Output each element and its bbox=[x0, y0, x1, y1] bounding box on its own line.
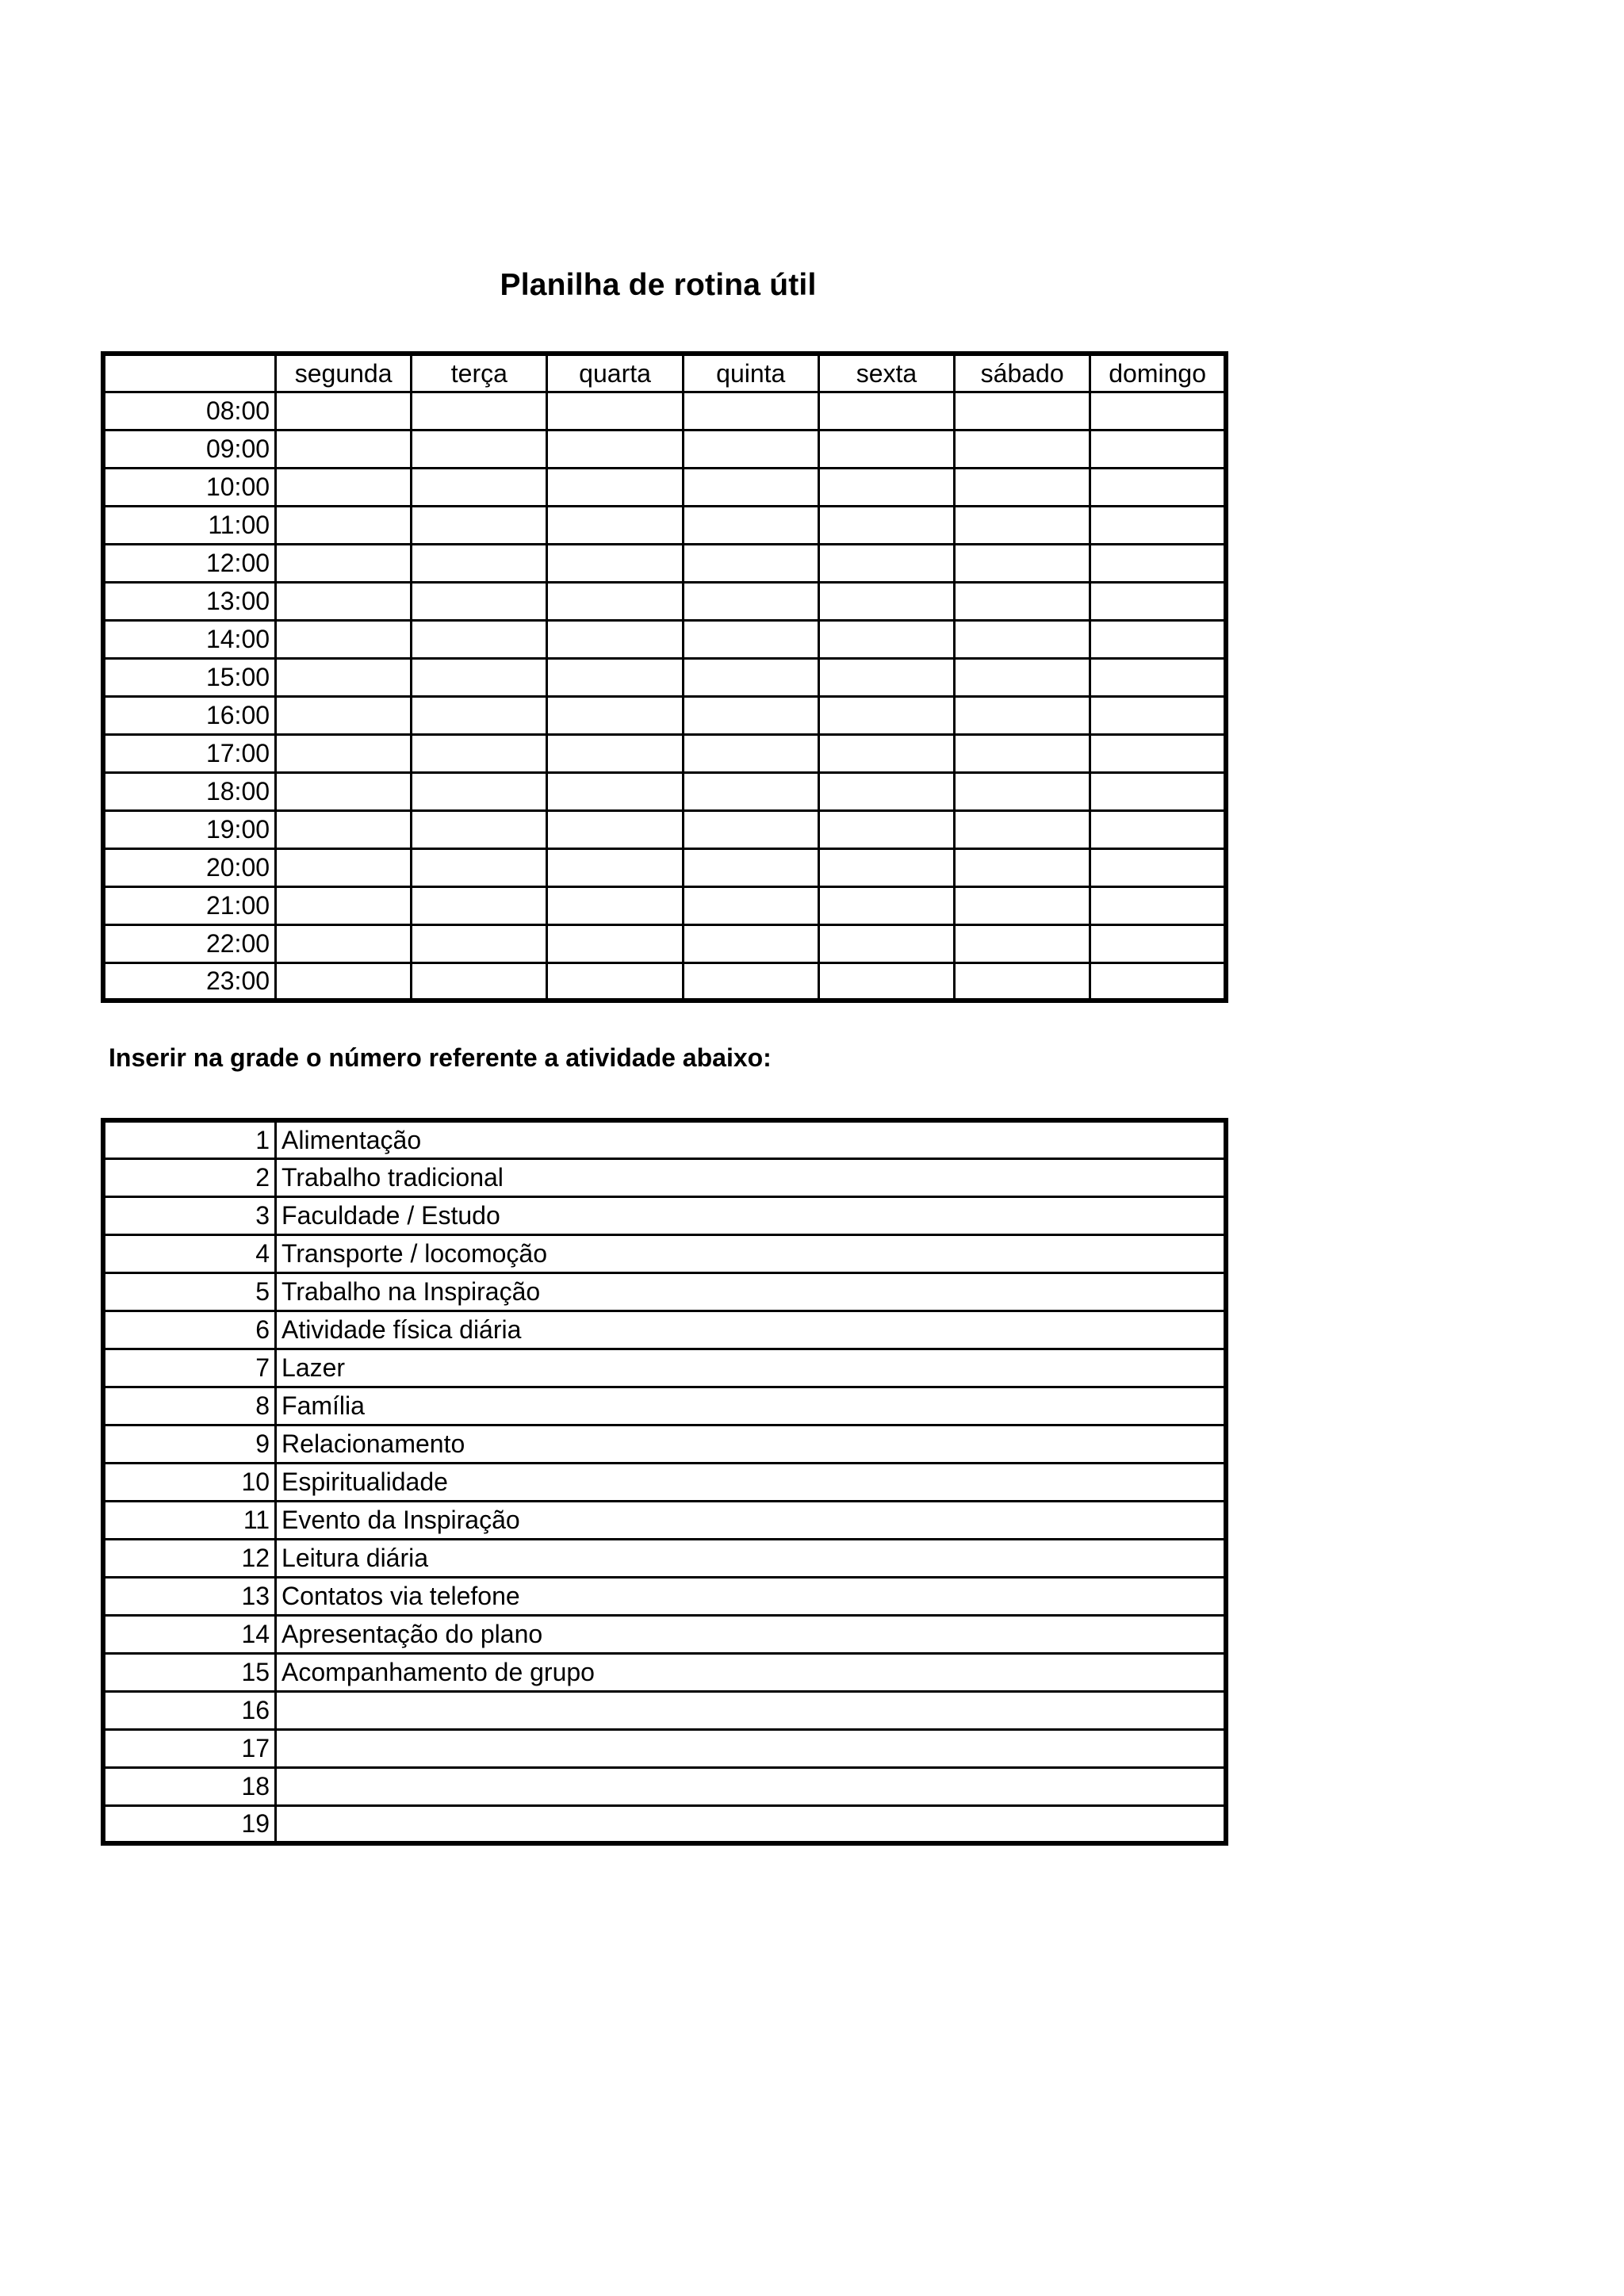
schedule-cell[interactable] bbox=[818, 468, 954, 506]
day-header: terça bbox=[412, 354, 547, 392]
schedule-cell[interactable] bbox=[412, 620, 547, 658]
schedule-cell[interactable] bbox=[1090, 658, 1226, 696]
activity-label[interactable] bbox=[276, 1805, 1226, 1843]
schedule-cell[interactable] bbox=[955, 582, 1090, 620]
activity-number: 11 bbox=[103, 1501, 276, 1539]
schedule-row bbox=[103, 544, 1226, 582]
activity-label: Faculdade / Estudo bbox=[276, 1196, 1226, 1234]
schedule-row bbox=[103, 620, 1226, 658]
activity-row bbox=[103, 1349, 1226, 1387]
schedule-cell[interactable] bbox=[1090, 772, 1226, 810]
schedule-cell[interactable] bbox=[547, 924, 683, 962]
schedule-cell[interactable] bbox=[547, 392, 683, 430]
schedule-cell[interactable] bbox=[276, 886, 412, 924]
schedule-cell[interactable] bbox=[547, 468, 683, 506]
schedule-cell[interactable] bbox=[683, 430, 818, 468]
schedule-cell[interactable] bbox=[412, 582, 547, 620]
time-label: 21:00 bbox=[103, 886, 276, 924]
schedule-cell[interactable] bbox=[683, 886, 818, 924]
schedule-cell[interactable] bbox=[683, 696, 818, 734]
schedule-cell[interactable] bbox=[818, 392, 954, 430]
time-label: 13:00 bbox=[103, 582, 276, 620]
schedule-cell[interactable] bbox=[818, 886, 954, 924]
schedule-cell[interactable] bbox=[955, 848, 1090, 886]
activity-row bbox=[103, 1463, 1226, 1501]
schedule-cell[interactable] bbox=[547, 696, 683, 734]
schedule-row bbox=[103, 696, 1226, 734]
activity-label: Trabalho na Inspiração bbox=[276, 1272, 1226, 1311]
schedule-grid bbox=[101, 351, 1228, 1003]
schedule-row bbox=[103, 392, 1226, 430]
schedule-row bbox=[103, 848, 1226, 886]
schedule-cell[interactable] bbox=[683, 582, 818, 620]
activity-label: Alimentação bbox=[276, 1120, 1226, 1158]
schedule-cell[interactable] bbox=[1090, 544, 1226, 582]
schedule-cell[interactable] bbox=[412, 430, 547, 468]
activity-row bbox=[103, 1501, 1226, 1539]
schedule-cell[interactable] bbox=[412, 886, 547, 924]
activity-number: 19 bbox=[103, 1805, 276, 1843]
activity-row bbox=[103, 1615, 1226, 1653]
corner-cell bbox=[103, 354, 276, 392]
schedule-cell[interactable] bbox=[1090, 430, 1226, 468]
schedule-row bbox=[103, 886, 1226, 924]
schedule-cell[interactable] bbox=[818, 810, 954, 848]
schedule-cell[interactable] bbox=[1090, 848, 1226, 886]
schedule-cell[interactable] bbox=[276, 506, 412, 544]
schedule-cell[interactable] bbox=[1090, 734, 1226, 772]
activity-number: 6 bbox=[103, 1311, 276, 1349]
activity-row bbox=[103, 1196, 1226, 1234]
schedule-cell[interactable] bbox=[955, 734, 1090, 772]
activity-row bbox=[103, 1691, 1226, 1729]
schedule-cell[interactable] bbox=[1090, 696, 1226, 734]
schedule-row bbox=[103, 924, 1226, 962]
instruction-text: Inserir na grade o número referente a atividade abaixo: bbox=[109, 1043, 772, 1072]
schedule-cell[interactable] bbox=[1090, 962, 1226, 1001]
activity-label: Relacionamento bbox=[276, 1425, 1226, 1463]
activity-label: Acompanhamento de grupo bbox=[276, 1653, 1226, 1691]
schedule-row bbox=[103, 658, 1226, 696]
schedule-cell[interactable] bbox=[955, 810, 1090, 848]
day-header: domingo bbox=[1090, 354, 1226, 392]
day-header: quarta bbox=[547, 354, 683, 392]
schedule-cell[interactable] bbox=[412, 658, 547, 696]
schedule-cell[interactable] bbox=[412, 810, 547, 848]
schedule-cell[interactable] bbox=[412, 392, 547, 430]
activity-number: 15 bbox=[103, 1653, 276, 1691]
activity-label: Trabalho tradicional bbox=[276, 1158, 1226, 1196]
time-label: 11:00 bbox=[103, 506, 276, 544]
schedule-cell[interactable] bbox=[412, 734, 547, 772]
schedule-cell[interactable] bbox=[412, 506, 547, 544]
schedule-cell[interactable] bbox=[547, 962, 683, 1001]
time-label: 16:00 bbox=[103, 696, 276, 734]
schedule-cell[interactable] bbox=[412, 696, 547, 734]
schedule-cell[interactable] bbox=[955, 506, 1090, 544]
activity-label[interactable] bbox=[276, 1767, 1226, 1805]
schedule-cell[interactable] bbox=[412, 924, 547, 962]
activity-number: 18 bbox=[103, 1767, 276, 1805]
activity-number: 10 bbox=[103, 1463, 276, 1501]
day-header: segunda bbox=[276, 354, 412, 392]
schedule-cell[interactable] bbox=[276, 544, 412, 582]
activity-label: Evento da Inspiração bbox=[276, 1501, 1226, 1539]
schedule-cell[interactable] bbox=[547, 544, 683, 582]
schedule-cell[interactable] bbox=[683, 962, 818, 1001]
schedule-cell[interactable] bbox=[818, 620, 954, 658]
schedule-cell[interactable] bbox=[683, 658, 818, 696]
schedule-cell[interactable] bbox=[276, 696, 412, 734]
activity-label: Leitura diária bbox=[276, 1539, 1226, 1577]
activity-label: Família bbox=[276, 1387, 1226, 1425]
schedule-cell[interactable] bbox=[1090, 810, 1226, 848]
schedule-cell[interactable] bbox=[547, 886, 683, 924]
schedule-cell[interactable] bbox=[955, 544, 1090, 582]
schedule-cell[interactable] bbox=[683, 620, 818, 658]
schedule-cell[interactable] bbox=[818, 506, 954, 544]
activity-label: Contatos via telefone bbox=[276, 1577, 1226, 1615]
schedule-cell[interactable] bbox=[818, 582, 954, 620]
schedule-cell[interactable] bbox=[955, 430, 1090, 468]
schedule-cell[interactable] bbox=[955, 924, 1090, 962]
schedule-cell[interactable] bbox=[818, 772, 954, 810]
time-label: 20:00 bbox=[103, 848, 276, 886]
schedule-cell[interactable] bbox=[547, 658, 683, 696]
time-label: 08:00 bbox=[103, 392, 276, 430]
activity-row bbox=[103, 1311, 1226, 1349]
schedule-cell[interactable] bbox=[276, 430, 412, 468]
time-label: 18:00 bbox=[103, 772, 276, 810]
activity-label: Transporte / locomoção bbox=[276, 1234, 1226, 1272]
schedule-cell[interactable] bbox=[818, 848, 954, 886]
time-label: 19:00 bbox=[103, 810, 276, 848]
time-label: 17:00 bbox=[103, 734, 276, 772]
activity-number: 1 bbox=[103, 1120, 276, 1158]
day-header: sexta bbox=[818, 354, 954, 392]
time-label: 14:00 bbox=[103, 620, 276, 658]
schedule-cell[interactable] bbox=[412, 468, 547, 506]
schedule-cell[interactable] bbox=[955, 392, 1090, 430]
activity-row bbox=[103, 1158, 1226, 1196]
schedule-cell[interactable] bbox=[547, 848, 683, 886]
schedule-cell[interactable] bbox=[683, 506, 818, 544]
schedule-cell[interactable] bbox=[818, 696, 954, 734]
schedule-cell[interactable] bbox=[818, 544, 954, 582]
schedule-row bbox=[103, 810, 1226, 848]
schedule-cell[interactable] bbox=[683, 810, 818, 848]
time-label: 15:00 bbox=[103, 658, 276, 696]
schedule-cell[interactable] bbox=[955, 696, 1090, 734]
schedule-cell[interactable] bbox=[683, 468, 818, 506]
schedule-row bbox=[103, 506, 1226, 544]
schedule-cell[interactable] bbox=[818, 430, 954, 468]
activity-number: 14 bbox=[103, 1615, 276, 1653]
schedule-cell[interactable] bbox=[955, 886, 1090, 924]
activity-row bbox=[103, 1272, 1226, 1311]
schedule-cell[interactable] bbox=[955, 658, 1090, 696]
schedule-cell[interactable] bbox=[547, 430, 683, 468]
activity-number: 13 bbox=[103, 1577, 276, 1615]
time-label: 12:00 bbox=[103, 544, 276, 582]
schedule-row bbox=[103, 734, 1226, 772]
schedule-cell[interactable] bbox=[955, 772, 1090, 810]
activity-number: 8 bbox=[103, 1387, 276, 1425]
activity-number: 3 bbox=[103, 1196, 276, 1234]
schedule-cell[interactable] bbox=[1090, 468, 1226, 506]
schedule-cell[interactable] bbox=[276, 734, 412, 772]
schedule-cell[interactable] bbox=[955, 468, 1090, 506]
schedule-row bbox=[103, 430, 1226, 468]
schedule-cell[interactable] bbox=[1090, 620, 1226, 658]
activity-row bbox=[103, 1805, 1226, 1843]
activity-label: Espiritualidade bbox=[276, 1463, 1226, 1501]
schedule-cell[interactable] bbox=[276, 468, 412, 506]
time-label: 23:00 bbox=[103, 962, 276, 1001]
activity-label[interactable] bbox=[276, 1691, 1226, 1729]
schedule-cell[interactable] bbox=[683, 392, 818, 430]
schedule-cell[interactable] bbox=[412, 848, 547, 886]
day-header: sábado bbox=[955, 354, 1090, 392]
activity-row bbox=[103, 1234, 1226, 1272]
activity-row bbox=[103, 1539, 1226, 1577]
schedule-cell[interactable] bbox=[1090, 924, 1226, 962]
schedule-cell[interactable] bbox=[1090, 582, 1226, 620]
activity-number: 4 bbox=[103, 1234, 276, 1272]
schedule-row bbox=[103, 962, 1226, 1001]
schedule-cell[interactable] bbox=[683, 734, 818, 772]
schedule-cell[interactable] bbox=[276, 924, 412, 962]
activity-legend-table bbox=[101, 1118, 1228, 1846]
activity-label: Lazer bbox=[276, 1349, 1226, 1387]
activity-row bbox=[103, 1577, 1226, 1615]
activity-number: 16 bbox=[103, 1691, 276, 1729]
activity-label[interactable] bbox=[276, 1729, 1226, 1767]
schedule-cell[interactable] bbox=[276, 962, 412, 1001]
schedule-cell[interactable] bbox=[683, 544, 818, 582]
schedule-cell[interactable] bbox=[276, 392, 412, 430]
schedule-cell[interactable] bbox=[547, 810, 683, 848]
activity-row bbox=[103, 1425, 1226, 1463]
activity-number: 5 bbox=[103, 1272, 276, 1311]
time-label: 09:00 bbox=[103, 430, 276, 468]
time-label: 22:00 bbox=[103, 924, 276, 962]
schedule-cell[interactable] bbox=[276, 620, 412, 658]
activity-number: 9 bbox=[103, 1425, 276, 1463]
schedule-row bbox=[103, 468, 1226, 506]
activity-number: 2 bbox=[103, 1158, 276, 1196]
schedule-cell[interactable] bbox=[683, 848, 818, 886]
page-title: Planilha de rotina útil bbox=[500, 268, 817, 302]
schedule-cell[interactable] bbox=[412, 772, 547, 810]
schedule-cell[interactable] bbox=[547, 734, 683, 772]
activity-number: 7 bbox=[103, 1349, 276, 1387]
schedule-cell[interactable] bbox=[955, 620, 1090, 658]
activity-row bbox=[103, 1729, 1226, 1767]
activity-row bbox=[103, 1767, 1226, 1805]
schedule-header-row bbox=[103, 354, 1226, 392]
schedule-cell[interactable] bbox=[276, 582, 412, 620]
schedule-cell[interactable] bbox=[276, 848, 412, 886]
schedule-cell[interactable] bbox=[1090, 392, 1226, 430]
schedule-cell[interactable] bbox=[683, 924, 818, 962]
activity-number: 12 bbox=[103, 1539, 276, 1577]
activity-row bbox=[103, 1120, 1226, 1158]
schedule-cell[interactable] bbox=[412, 544, 547, 582]
schedule-cell[interactable] bbox=[818, 924, 954, 962]
schedule-cell[interactable] bbox=[547, 506, 683, 544]
activity-label: Atividade física diária bbox=[276, 1311, 1226, 1349]
activity-label: Apresentação do plano bbox=[276, 1615, 1226, 1653]
time-label: 10:00 bbox=[103, 468, 276, 506]
activity-number: 17 bbox=[103, 1729, 276, 1767]
schedule-cell[interactable] bbox=[955, 962, 1090, 1001]
schedule-cell[interactable] bbox=[818, 734, 954, 772]
schedule-cell[interactable] bbox=[412, 962, 547, 1001]
schedule-cell[interactable] bbox=[547, 772, 683, 810]
schedule-row bbox=[103, 582, 1226, 620]
schedule-cell[interactable] bbox=[276, 658, 412, 696]
schedule-cell[interactable] bbox=[276, 810, 412, 848]
schedule-cell[interactable] bbox=[818, 658, 954, 696]
schedule-cell[interactable] bbox=[547, 582, 683, 620]
schedule-cell[interactable] bbox=[683, 772, 818, 810]
schedule-cell[interactable] bbox=[818, 962, 954, 1001]
schedule-cell[interactable] bbox=[547, 620, 683, 658]
schedule-cell[interactable] bbox=[1090, 886, 1226, 924]
schedule-cell[interactable] bbox=[276, 772, 412, 810]
schedule-row bbox=[103, 772, 1226, 810]
schedule-cell[interactable] bbox=[1090, 506, 1226, 544]
activity-row bbox=[103, 1653, 1226, 1691]
day-header: quinta bbox=[683, 354, 818, 392]
activity-row bbox=[103, 1387, 1226, 1425]
